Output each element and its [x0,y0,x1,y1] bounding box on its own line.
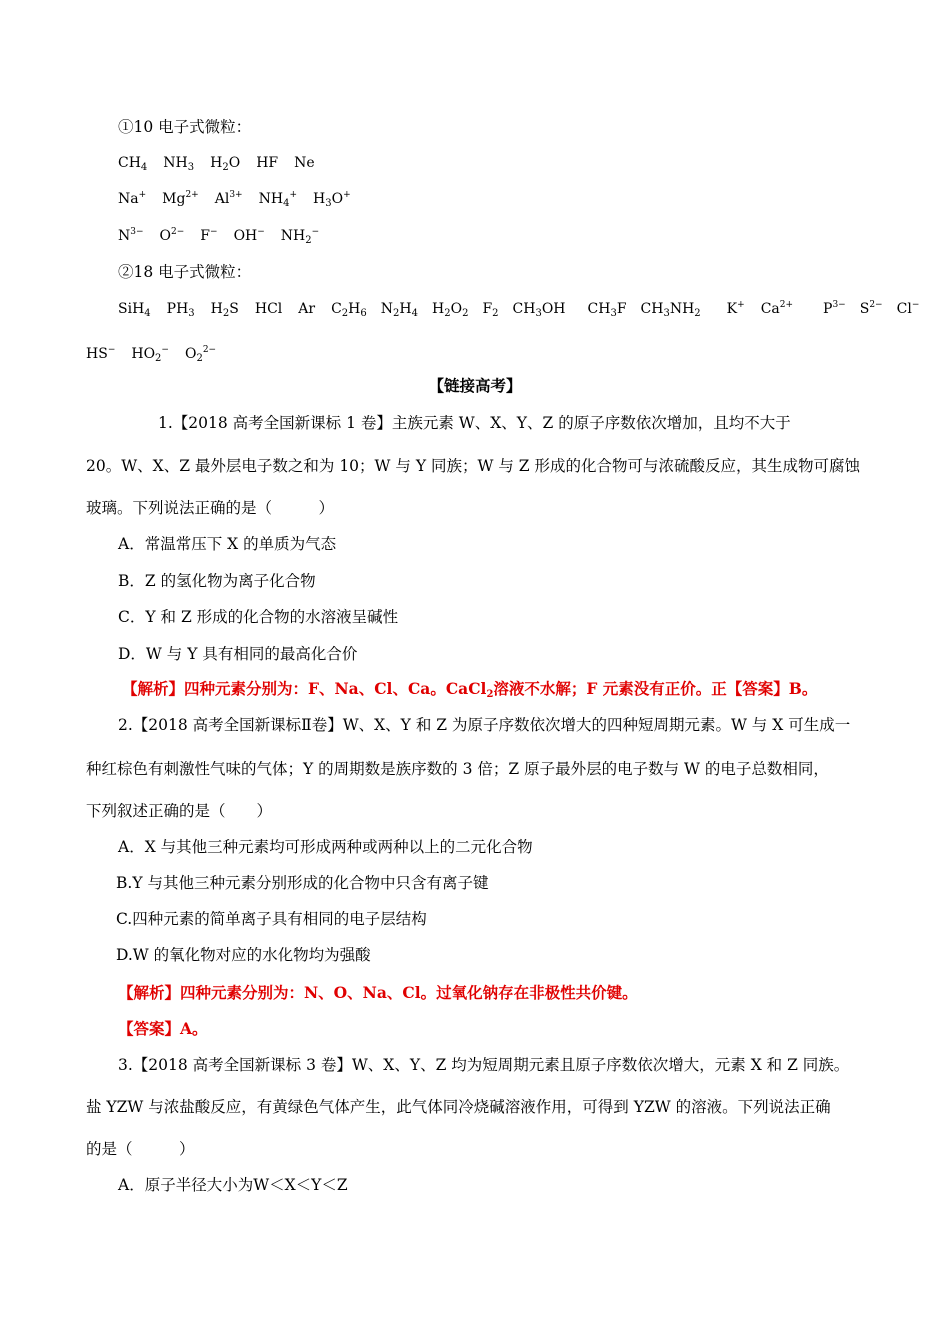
q2-option-a: A．X 与其他三种元素均可形成两种或两种以上的二元化合物 [118,838,533,856]
q2-option-d: D.W 的氧化物对应的水化物均为强酸 [116,946,371,964]
q2-option-c: C.四种元素的简单离子具有相同的电子层结构 [116,910,427,928]
q1-analysis-part2: 溶液不水解；F 元素没有正价。正【答案】B。 [493,679,818,698]
q1-stem-line3: 玻璃。下列说法正确的是（ ） [86,499,335,517]
ten-electron-cations: Na+ $Mg^{2+}$ $Al^{3+}$ $NH_4^+$ $H_3O^+$ [118,190,351,209]
eighteen-electron-list: SiH$_4$ $PH_3$ $H_2S$ HCl Ar $C_2H_6$ $N_2H_4$ $H_2O_2$ $F_2$ $CH_3OH$ $CH_3F$ $CH_3NH_2$ K+ $Ca^{2+}$ $P^{3-}$ $S^{2-}$ Cl− [118,300,920,319]
q3-option-a: A．原子半径大小为W＜X＜Y＜Z [118,1176,348,1194]
q2-option-b: B.Y 与其他三种元素分别形成的化合物中只含有离子键 [116,874,489,892]
q2-stem-line1: 2.【2018 高考全国新课标Ⅱ卷】W、X、Y 和 Z 为原子序数依次增大的四种短周期元素。W 与 X 可生成一 [118,716,851,734]
q1-analysis-part1: 【解析】四种元素分别为：F、Na、Cl、Ca。CaCl [122,679,487,698]
q1-option-a: A．常温常压下 X 的单质为气态 [118,535,337,553]
q3-stem-line2: 盐 YZW 与浓盐酸反应，有黄绿色气体产生，此气体同冷烧碱溶液作用，可得到 YZW 的溶液。下列说法正确 [86,1098,831,1116]
q1-analysis [122,678,817,700]
q1-option-d: D．W 与 Y 具有相同的最高化合价 [118,645,358,663]
ten-electron-anions: $N^{3-}$ $O^{2-}$ F− OH− $NH_2^-$ [118,227,320,246]
q1-analysis-subscript: 2 [486,689,494,700]
ten-electron-heading: ①10 电子式微粒： [118,118,252,136]
q3-stem-line3: 的是（ ） [86,1140,195,1158]
q2-analysis: 【解析】四种元素分别为：N、O、Na、Cl。过氧化钠存在非极性共价键。 [118,983,638,1002]
ten-electron-molecules: $CH_4$ $NH_3$ $H_2O$ HF Ne [118,155,315,173]
q1-option-b: B．Z 的氢化物为离子化合物 [118,572,316,590]
q1-stem-line2: 20。W、X、Z 最外层电子数之和为 10；W 与 Y 同族；W 与 Z 形成的化合物可与浓硫酸反应，其生成物可腐蚀 [86,457,860,475]
q2-stem-line2: 种红棕色有刺激性气味的气体；Y 的周期数是族序数的 3 倍；Z 原子最外层的电子数与 W 的电子总数相同， [86,760,829,778]
q2-stem-line3: 下列叙述正确的是（ ） [86,802,273,820]
q3-stem-line1: 3.【2018 高考全国新课标 3 卷】W、X、Y、Z 均为短周期元素且原子序数依次增大，元素 X 和 Z 同族。 [118,1056,850,1074]
eighteen-electron-heading: ②18 电子式微粒： [118,263,252,281]
q1-option-c: C．Y 和 Z 形成的化合物的水溶液呈碱性 [118,608,399,626]
q1-stem-line1: 1.【2018 高考全国新课标 1 卷】主族元素 W、X、Y、Z 的原子序数依次增加，且均不大于 [158,414,791,432]
q2-answer: 【答案】A。 [118,1019,208,1038]
section-title: 【链接高考】 [428,376,522,395]
eighteen-electron-list-cont: HS− $HO_2^-$ $O_2^{2-}$ [86,345,217,364]
